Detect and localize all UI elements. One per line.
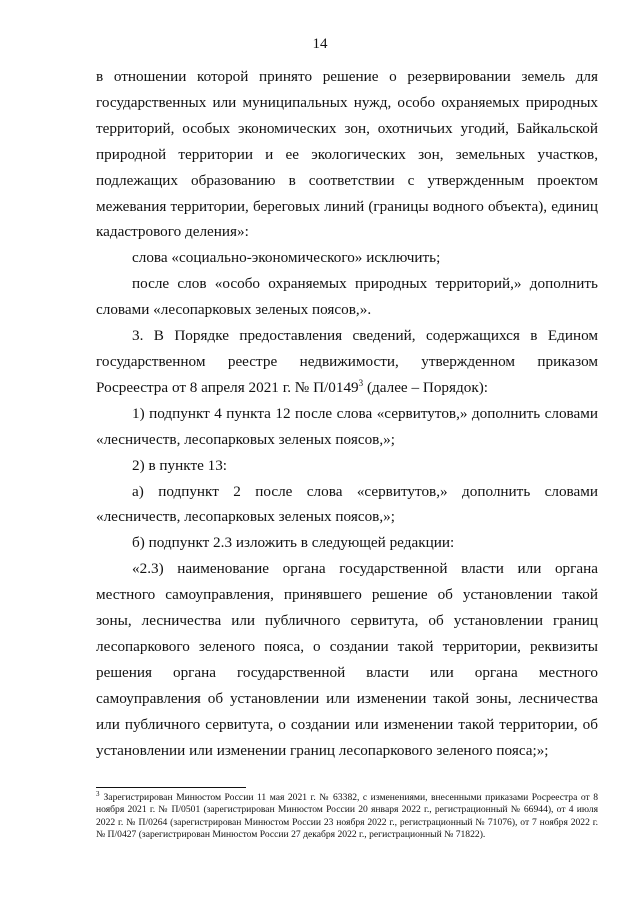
paragraph-subitem-1: 1) подпункт 4 пункта 12 после слова «сервитутов,» дополнить словами «лесничеств, лесопарковых зеленых поясов,»; bbox=[96, 404, 598, 448]
paragraph-subitem-2a: а) подпункт 2 после слова «сервитутов,» дополнить словами «лесничеств, лесопарковых зеленых поясов,»; bbox=[96, 482, 598, 526]
footnote-text: Зарегистрирован Минюстом России 11 мая 2021 г. № 63382, с изменениями, внесенными приказами Росреестра от 8 ноября 2021 г. № П/0501 (зарегистрирован Минюстом России 20 января 2022 г., регистрационный № 66944), от 4 июля 2022 г. № П/0264 (зарегистрирован Минюстом России 23 ноября 2022 г., регистрационный № 71076), от 7 ноября 2022 г. № П/0427 (зарегистрирован Минюстом России 27 декабря 2022 г., регистрационный № 71822). bbox=[96, 792, 598, 841]
footnote-reference[interactable]: 3 bbox=[358, 377, 364, 388]
paragraph-continuation: в отношении которой принято решение о резервировании земель для государственных или муниципальных нужд, особо охраняемых природных территорий, особых экономических зон, охотничьих угодий, Байкальской природной территории и ее экологических зон, земельных участков, подлежащих образованию в соответствии с утвержденным проектом межевания территории, береговых линий (границы водного объекта), единиц кадастрового деления»: bbox=[96, 68, 598, 241]
item-3-date-number: от 8 апреля 2021 г. № П/0149 bbox=[171, 378, 359, 396]
footnote-mark: 3 bbox=[96, 789, 100, 798]
paragraph-new-wording: «2.3) наименование органа государственной власти или органа местного самоуправления, принявшего решение об установлении такой зоны, лесничества или публичного сервитута, об установлении границ лесопаркового зеленого пояса, о создании такой территории, реквизиты решения органа государственной власти или органа местного самоуправления об установлении или изменении такой зоны, лесничества или публичного сервитута, о создании или изменении такой территории, об установлении или изменении границ лесопаркового зеленого пояса;»; bbox=[96, 560, 598, 759]
footnote-divider bbox=[96, 787, 246, 788]
paragraph-add-words: после слов «особо охраняемых природных территорий,» дополнить словами «лесопарковых зеленых поясов,». bbox=[96, 275, 598, 319]
paragraph-subitem-2: 2) в пункте 13: bbox=[132, 456, 228, 474]
item-3-prefix: 3. В Порядке предоставления сведений, содержащихся в Едином государственном реестре недвижимости, утвержденном приказом Росреестра bbox=[96, 327, 598, 396]
paragraph-item-3 bbox=[96, 323, 598, 401]
page-number: 14 bbox=[312, 36, 328, 52]
document-body bbox=[96, 64, 598, 763]
paragraph-exclude-word: слова «социально-экономического» исключить; bbox=[132, 249, 441, 267]
footnote bbox=[96, 789, 598, 842]
item-3-suffix: (далее – Порядок): bbox=[363, 378, 488, 396]
paragraph-subitem-2b: б) подпункт 2.3 изложить в следующей редакции: bbox=[132, 534, 455, 552]
